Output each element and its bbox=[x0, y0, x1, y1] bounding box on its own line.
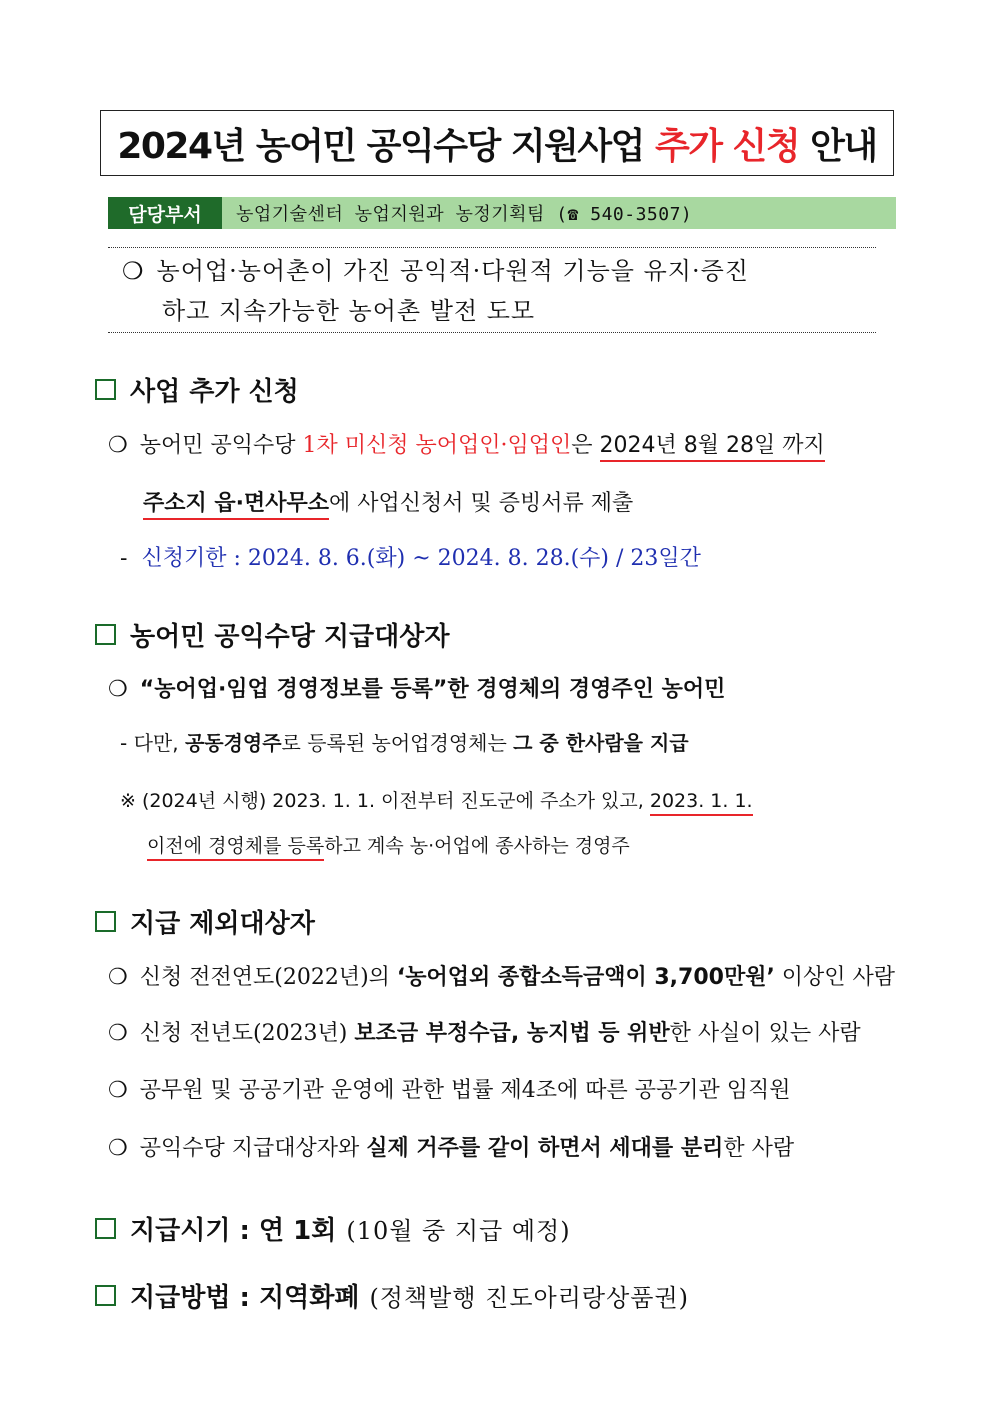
section4-note: (10월 중 지급 예정) bbox=[346, 1217, 571, 1245]
section1-item1-t6: 에 사업신청서 및 증빙서류 제출 bbox=[329, 491, 634, 516]
section3-item-t2: ‘농어업외 종합소득금액이 3,700만원’ bbox=[396, 965, 775, 990]
section3-item-bullet: ❍ bbox=[108, 965, 128, 990]
section3-item-t2: 실제 거주를 같이 하면서 세대를 분리 bbox=[366, 1136, 724, 1161]
purpose-line2: 하고 지속가능한 농어촌 발전 도모 bbox=[162, 297, 536, 325]
section2-note-t2: 2023. 1. 1. bbox=[650, 790, 753, 816]
section3-item-t1: 신청 전년도(2023년) bbox=[139, 1021, 355, 1046]
section1-item1-t1: 농어민 공익수당 bbox=[139, 433, 303, 458]
section3-item bbox=[108, 1073, 790, 1104]
section-heading-apply bbox=[95, 371, 299, 408]
section-heading-excluded bbox=[95, 903, 315, 940]
title-part1: 2024년 농어민 공익수당 지원사업 bbox=[117, 125, 655, 167]
divider-top bbox=[108, 247, 876, 248]
section2-sub bbox=[120, 727, 689, 756]
section3-item-bullet: ❍ bbox=[108, 1078, 128, 1103]
title-part2: 안내 bbox=[799, 125, 877, 167]
checkbox-square-icon bbox=[95, 624, 116, 645]
section1-item1-bullet: ❍ bbox=[108, 433, 128, 458]
section2-note-t4: 하고 계속 농·어업에 종사하는 경영주 bbox=[324, 835, 630, 857]
purpose-line1: 농어업·농어촌이 가진 공익적·다원적 기능을 유지·증진 bbox=[156, 257, 749, 285]
checkbox-square-icon bbox=[95, 1285, 116, 1306]
section3-item-t3: 한 사실이 있는 사람 bbox=[669, 1021, 861, 1046]
checkbox-square-icon bbox=[95, 379, 116, 400]
section3-heading-text: 지급 제외대상자 bbox=[130, 909, 315, 939]
section1-item1-deadline: 2024년 8월 28일 까지 bbox=[600, 433, 825, 462]
section2-item1-bullet: ❍ bbox=[108, 677, 128, 702]
section3-item-t1: 공익수당 지급대상자와 bbox=[139, 1136, 367, 1161]
section3-item-t1: 신청 전전연도(2022년)의 bbox=[139, 965, 397, 990]
section3-item bbox=[108, 1131, 794, 1162]
section1-item1-t3: 은 bbox=[571, 433, 600, 458]
section4-heading-text: 지급시기 : 연 1회 bbox=[130, 1216, 337, 1246]
section3-item bbox=[108, 1016, 861, 1047]
section1-item1-target: 1차 미신청 농어업인·임업인 bbox=[302, 433, 572, 458]
section3-item-t2: 보조금 부정수급, 농지법 등 위반 bbox=[354, 1021, 670, 1046]
section2-note-t1: ※ (2024년 시행) 2023. 1. 1. 이전부터 진도군에 주소가 있고, bbox=[120, 790, 650, 812]
section1-item1-place: 주소지 읍·면사무소 bbox=[143, 491, 329, 520]
section3-item-t3: 이상인 사람 bbox=[774, 965, 896, 990]
section3-item-t1: 공무원 및 공공기관 운영에 관한 법률 제4조에 따른 공공기관 임직원 bbox=[139, 1078, 791, 1103]
section3-item bbox=[108, 960, 895, 991]
section3-item-bullet: ❍ bbox=[108, 1021, 128, 1046]
section1-period-dash: - bbox=[120, 546, 128, 571]
document-title bbox=[100, 110, 894, 176]
divider-bottom bbox=[108, 332, 876, 333]
section2-note-line1 bbox=[120, 786, 753, 813]
title-highlight: 추가 신청 bbox=[654, 125, 800, 167]
section2-sub-t4: 그 중 한사람을 지급 bbox=[513, 731, 689, 755]
section2-sub-t3: 로 등록된 농어업경영체는 bbox=[281, 731, 514, 755]
section2-heading-text: 농어민 공익수당 지급대상자 bbox=[130, 622, 450, 652]
section-heading-eligible bbox=[95, 616, 450, 653]
section-heading-timing bbox=[95, 1210, 571, 1247]
section1-item1-line1 bbox=[108, 428, 825, 459]
section2-item1-text: “농어업·임업 경영정보를 등록”한 경영체의 경영주인 농어민 bbox=[139, 677, 726, 702]
section2-sub-t2: 공동경영주 bbox=[184, 731, 282, 755]
purpose-bullet: ❍ bbox=[122, 257, 145, 285]
section3-item-t3: 한 사람 bbox=[723, 1136, 795, 1161]
section5-heading-text: 지급방법 : 지역화폐 bbox=[130, 1283, 360, 1313]
section2-item1 bbox=[108, 672, 725, 703]
section3-item-bullet: ❍ bbox=[108, 1136, 128, 1161]
checkbox-square-icon bbox=[95, 911, 116, 932]
section1-period bbox=[120, 541, 701, 572]
purpose-block bbox=[122, 251, 749, 331]
section1-period-text: 신청기한 : 2024. 8. 6.(화) ~ 2024. 8. 28.(수) / 23일간 bbox=[141, 546, 701, 571]
section2-sub-t1: - 다만, bbox=[120, 731, 185, 755]
department-text: 농업기술센터 농업지원과 농정기획팀 (☎ 540-3507) bbox=[236, 204, 693, 225]
department-tag: 담당부서 bbox=[108, 197, 222, 229]
section1-heading-text: 사업 추가 신청 bbox=[130, 377, 299, 407]
section2-note-t3: 이전에 경영체를 등록 bbox=[147, 835, 324, 861]
department-bar bbox=[108, 197, 896, 229]
section5-note: (정책발행 진도아리랑상품권) bbox=[369, 1284, 690, 1312]
checkbox-square-icon bbox=[95, 1218, 116, 1239]
section2-note-line2 bbox=[147, 831, 630, 858]
section-heading-method bbox=[95, 1277, 689, 1314]
section1-item1-line2 bbox=[143, 486, 633, 517]
